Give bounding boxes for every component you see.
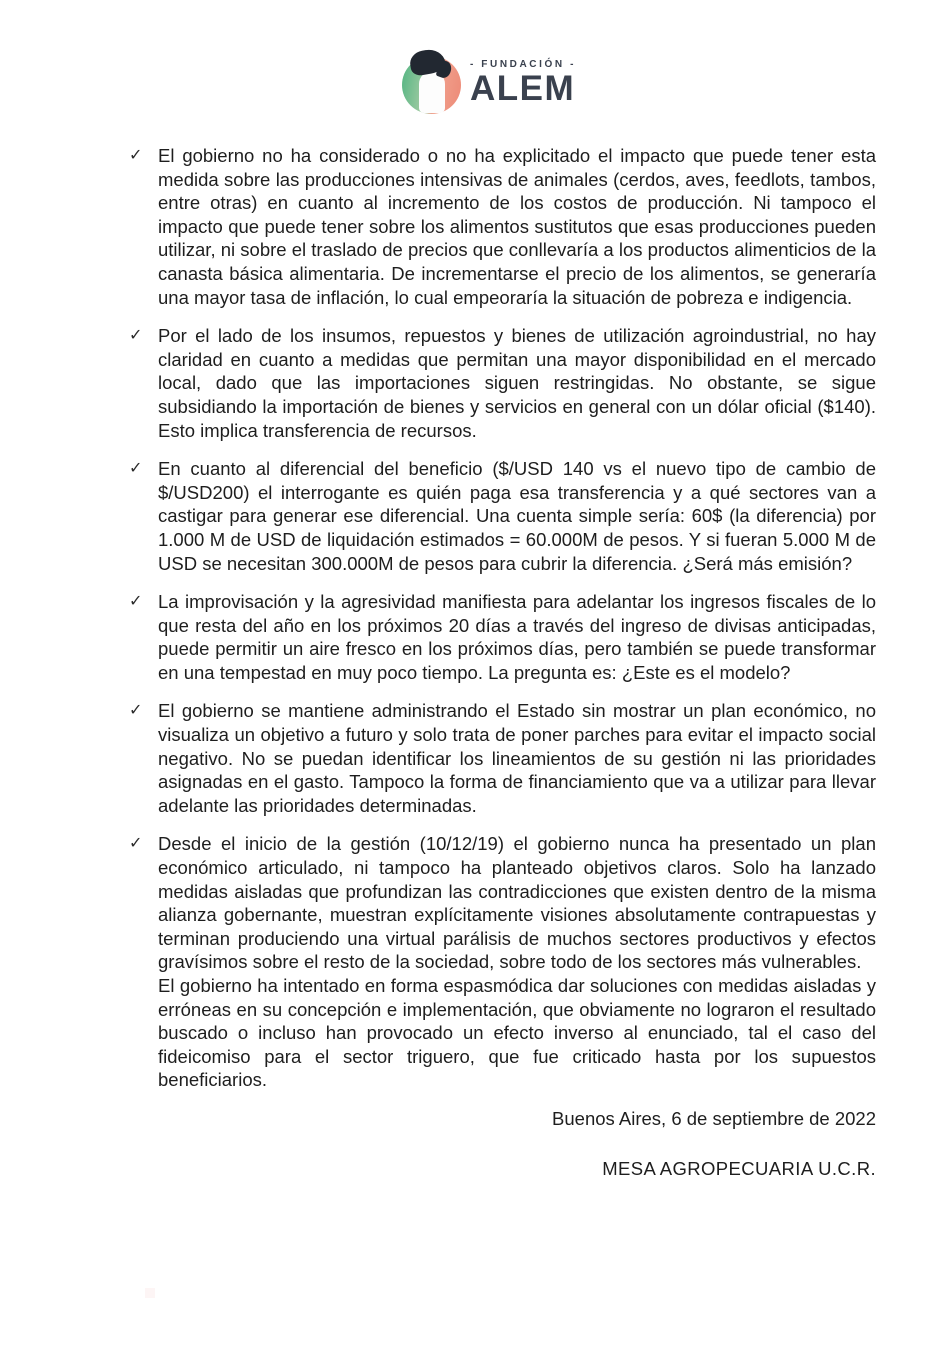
bullet-paragraph: Por el lado de los insumos, repuestos y bienes de utilización agroindustrial, no hay claridad en cuanto a medidas que permitan una mayor disponibilidad en el mercado local, dado que las importaciones siguen restringidas. No obstante, se sigue subsidiando la importación de bienes y servicios en general con un dólar oficial ($140). Esto implica transferencia de recursos. [158, 325, 876, 441]
alem-bust-icon [402, 52, 461, 114]
logo-text [470, 59, 576, 107]
bullet-item [129, 832, 876, 1092]
bullet-paragraph: En cuanto al diferencial del beneficio ($/USD 140 vs el nuevo tipo de cambio de $/USD200) el interrogante es quién paga esa transferencia y a qué sectores van a castigar para generar ese diferencial. Una cuenta simple sería: 60$ (la diferencia) por 1.000 M de USD de liquidación estimados = 60.000M de pesos. Y si fueran 5.000 M de USD se necesitan 300.000M de pesos para cubrir la diferencia. ¿Será más emisión? [158, 458, 876, 574]
checkmark-icon: ✓ [129, 835, 143, 853]
checkmark-icon: ✓ [129, 593, 143, 611]
checkmark-icon: ✓ [129, 460, 143, 478]
bullet-paragraph: La improvisación y la agresividad manifiesta para adelantar los ingresos fiscales de lo que resta del año en los próximos 20 días a través del ingreso de divisas anticipadas, puede permitir un aire fresco en los próximos días, pero también se puede transformar en una tempestad en muy poco tiempo. La pregunta es: ¿Este es el modelo? [158, 591, 876, 683]
checkmark-icon: ✓ [129, 702, 143, 720]
logo-fundacion-label: - FUNDACIÓN - [469, 59, 576, 71]
bullet-paragraph: El gobierno se mantiene administrando el Estado sin mostrar un plan económico, no visualiza un objetivo a futuro y solo trata de poner parches para evitar el impacto social negativo. No se puedan identificar los lineamientos de su gestión ni las prioridades asignadas en el gasto. Tampoco la forma de financiamiento que va a utilizar para llevar adelante las prioridades determinadas. [158, 700, 876, 816]
bullet-paragraph: Desde el inicio de la gestión (10/12/19) el gobierno nunca ha presentado un plan económico articulado, ni tampoco ha planteado objetivos claros. Solo ha lanzado medidas aisladas que profundizan las contradicciones que existen dentro de la misma alianza gobernante, muestran explícitamente visiones absolutamente contrapuestas y terminan produciendo una virtual parálisis de muchos sectores productivos y efectos gravísimos sobre el resto de la sociedad, sobre todo de los sectores más vulnerables. [158, 833, 876, 973]
bullet-item [129, 324, 876, 442]
logo [14, 52, 950, 114]
scan-artifact-mark [145, 1288, 155, 1298]
document-body [129, 144, 876, 1180]
date-line: Buenos Aires, 6 de septiembre de 2022 [552, 1107, 876, 1129]
bullet-item [129, 144, 876, 309]
bullet-continuation-paragraph: El gobierno ha intentado en forma espasmódica dar soluciones con medidas aisladas y erróneas en su concepción e implementación, que obviamente no lograron el resultado buscado o incluso han provocado un efecto inverso al enunciado, tal el caso del fideicomiso para el sector triguero, que fue criticado hasta por los supuestos beneficiarios. [158, 975, 876, 1091]
bullet-item [129, 457, 876, 575]
bullet-item [129, 590, 876, 684]
bullet-paragraph: El gobierno no ha considerado o no ha explicitado el impacto que puede tener esta medida sobre las producciones intensivas de animales (cerdos, aves, feedlots, tambos, entre otras) en cuanto al incremento de los costos de producción. Ni tampoco el impacto que puede tener sobre los alimentos sustitutos que esas producciones pueden utilizar, ni sobre el traslado de precios que conllevaría a los productos alimenticios de la canasta básica alimentaria. De incrementarse el precio de los alimentos, se generaría una mayor tasa de inflación, lo cual empeoraría la situación de pobreza e indigencia. [158, 145, 876, 308]
checkmark-icon: ✓ [129, 327, 143, 345]
signature-line: MESA AGROPECUARIA U.C.R. [602, 1157, 876, 1179]
logo-alem-label: ALEM [469, 69, 576, 109]
bullet-item [129, 699, 876, 817]
checkmark-icon: ✓ [129, 147, 143, 164]
